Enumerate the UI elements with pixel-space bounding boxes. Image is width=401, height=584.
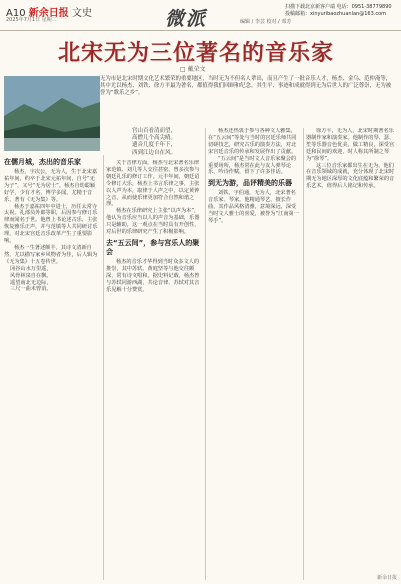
column-2: [106, 160, 202, 580]
page-no: A10: [6, 8, 26, 19]
paragraph: 这三位音乐家都出生在无为，他们在音乐领域的成就，充分体现了北宋时期无为地区深厚的文化底蕴和繁荣的音乐艺术，值得后人铭记和传承。: [306, 162, 395, 190]
landscape-photo: [4, 76, 100, 151]
poem-block-1: [132, 128, 220, 157]
paragraph: 刘铁，字伯通，无为人，北宋著名音乐家、琴家。他精通琴艺，擅长作曲，其作品风格清雅，意境深远，深受当时文人雅士的喜爱，被誉为“江南第一琴手”。: [208, 190, 299, 224]
poem-line: 西到江边自在风。: [132, 149, 177, 156]
paragraph: 关于音律方面，杨杰与北宋著名乐律家范镇、刘几等人交往甚密，曾多次参与朝廷礼乐的修订工作。元丰年间，朝廷诏令修订大乐，杨杰上书言乐律之事，主张以人声为本，取律于人声之中，以定黄钟之音，从而使乐律更加符合自然和谐之理。: [106, 160, 200, 208]
contact-info: 扫描下载北京新客户端 电话：0951-38779890 投稿邮箱：xinyuribaozhuanlan@163.com: [285, 4, 392, 17]
poem-line: 冈谷山水万里遥，: [10, 265, 52, 272]
paragraph: 杨杰还热衷于参与各种文人雅集，在“五云间”等处与当时的宫廷乐师共同切磋技艺，研究古乐的演奏方法，对北宋宫廷音乐的传承和发展作出了贡献。: [208, 128, 297, 155]
paragraph: 徐方平，无为人，北宋时期著名乐器制作家和演奏家。他制作的琴、瑟、笙等乐器音色优美，做工精良，深受宫廷和民间的欢迎，时人称其所制之琴为“徐琴”。: [306, 128, 395, 162]
column-divider: [303, 128, 304, 580]
poem-line: 高僧几个高尖晴。: [132, 135, 177, 142]
section-banner: 微派: [165, 8, 208, 30]
section-heading: 到无为游，品评精美的乐器: [208, 179, 292, 188]
page-header: [0, 0, 401, 31]
column-4: [306, 128, 397, 573]
column-1: [4, 155, 100, 580]
article-title: 北宋无为三位著名的音乐家: [58, 40, 335, 66]
paragraph: “五云间”是当时文人音乐家聚会的重要场所，杨杰常在此与友人弹琴论乐，吟诗作赋，留下了许多佳话。: [208, 155, 297, 176]
paragraph: 杨杰于嘉祐四年中进士，历任太常寺太祝、礼部员外郎等职，后因参与修订乐律而闻名于世。他曾上书论述古乐，主张恢复雅乐正声，并与范镇等人共同研讨乐理，对北宋宫廷音乐改革产生了重要影响。: [4, 203, 98, 245]
column-divider: [205, 128, 206, 580]
paragraph: 杨杰一生著述颇丰，其诗文清新自然，尤以描写家乡风物者为佳，后人辑为《无为集》十五卷传世。: [4, 244, 98, 265]
poem-line: 三尺一曲未曾消。: [10, 286, 52, 293]
article-lead: 无为市是北宋时期文化艺术繁荣的重要地区，当时无为不但名人辈出，而且产生了一批音乐人才，杨杰、金乌、范仲淹等，其中尤以杨杰、刘铁、徐方平最为著名，都值得我们回顾和纪念。其生平、事迹和成就得到无为后世人的广泛尊崇，无为被誉为“歌乐之乡”。: [100, 76, 392, 97]
section-heading: 去“五云间”，参与宫乐人的聚会: [106, 238, 200, 256]
section-heading: 在儒月城，杰出的音乐家: [4, 158, 81, 166]
section-name: 文史: [71, 8, 92, 19]
paper-name: 新余日报: [28, 8, 69, 19]
poem-line: 遗音几度千年下，: [132, 142, 177, 149]
editor-line: 编辑 / 李芸 校对 / 邓芳: [240, 19, 292, 25]
article-byline: □ 戴荣文: [180, 66, 206, 73]
poem-line: 宫山百看清而望，: [132, 128, 177, 134]
issue-date: 2025年7月1日 星期二: [6, 17, 57, 23]
poem-block-2: [4, 266, 100, 294]
poem-line: 风骨林泉自在飘。: [10, 272, 52, 279]
watermark: 新余日报: [376, 575, 397, 581]
paragraph: 杨杰的音乐才华得到当时众多文人的推崇，其中苏轼、黄庭坚等与他交往颇深，常有诗文唱和。据史料记载，杨杰曾与苏轼同游西湖，共论音律，苏轼对其音乐见解十分赞赏。: [106, 258, 200, 293]
paragraph: 杨杰在乐律研究上主张“以声为本”，他认为音乐应当以人的声音为基础，乐器只是辅助，这一观点在当时具有开创性，对后世的乐律研究产生了积极影响。: [106, 208, 200, 236]
paragraph: 杨杰，字次公，无为人，生于北宋嘉祐年间，约卒于北宋元祐年间，自号“无为子”，又号“无为居士”。杨杰自幼聪颖好学，少有才名，博学多闻，尤精于音乐，著有《无为集》等。: [4, 169, 98, 203]
column-divider: [103, 155, 104, 580]
poem-line: 遥望南北无边际，: [10, 279, 52, 286]
column-3: [208, 128, 300, 580]
